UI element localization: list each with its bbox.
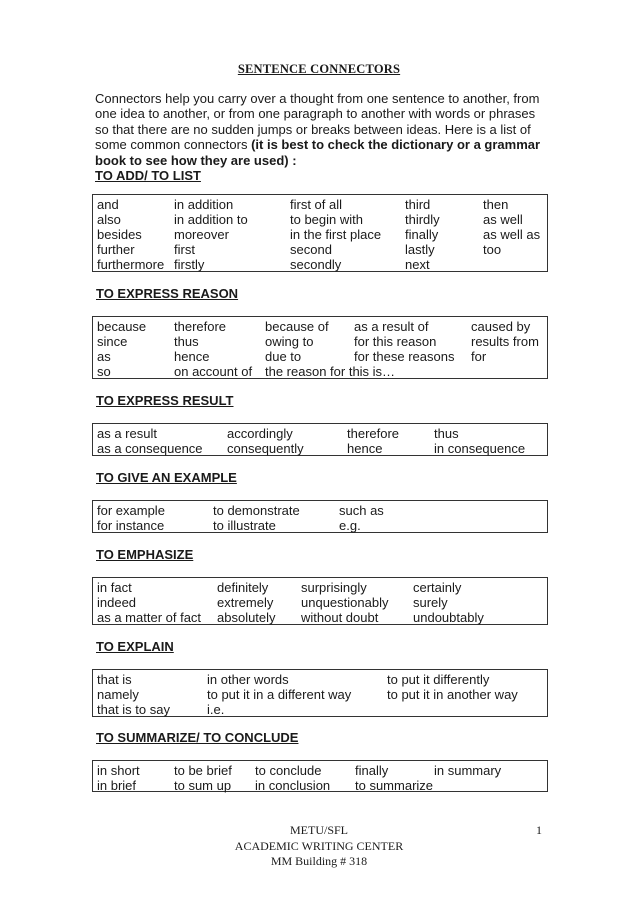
connector-term: surely bbox=[413, 595, 448, 610]
connector-term: to conclude bbox=[255, 763, 322, 778]
connector-term: third bbox=[405, 197, 431, 212]
connector-term: to summarize bbox=[355, 778, 434, 793]
connector-term: as a matter of fact bbox=[97, 610, 202, 625]
connector-term: therefore bbox=[174, 319, 227, 334]
connector-term: next bbox=[405, 257, 430, 272]
connector-term: results from bbox=[471, 334, 539, 349]
connector-term: second bbox=[290, 242, 332, 257]
connector-term: on account of bbox=[174, 364, 253, 379]
connector-term: to demonstrate bbox=[213, 503, 300, 518]
section-heading-emphasize: TO EMPHASIZE bbox=[96, 547, 194, 562]
footer-line-3: MM Building # 318 bbox=[270, 854, 368, 868]
connector-table-reason bbox=[92, 316, 548, 379]
connector-term: for these reasons bbox=[354, 349, 455, 364]
connector-term: to put it differently bbox=[387, 672, 490, 687]
connector-term: finally bbox=[355, 763, 389, 778]
page-footer bbox=[0, 823, 638, 870]
connector-term: absolutely bbox=[217, 610, 276, 625]
connector-term: without doubt bbox=[301, 610, 379, 625]
connector-term: then bbox=[483, 197, 509, 212]
connector-table-emphasize bbox=[92, 577, 548, 625]
footer-line-2: ACADEMIC WRITING CENTER bbox=[234, 838, 404, 853]
connector-term: so bbox=[97, 364, 111, 379]
connector-term: owing to bbox=[265, 334, 314, 349]
connector-term: hence bbox=[174, 349, 210, 364]
connector-term: thus bbox=[434, 426, 459, 441]
intro-paragraph bbox=[95, 91, 547, 183]
connector-term: for example bbox=[97, 503, 165, 518]
connector-term: consequently bbox=[227, 441, 304, 456]
connector-term: for this reason bbox=[354, 334, 437, 349]
connector-term: as a result bbox=[97, 426, 157, 441]
connector-table-summarize bbox=[92, 760, 548, 792]
connector-term: in other words bbox=[207, 672, 289, 687]
connector-term: i.e. bbox=[207, 702, 225, 717]
connector-term: as a consequence bbox=[97, 441, 203, 456]
connector-term: therefore bbox=[347, 426, 400, 441]
connector-term: hence bbox=[347, 441, 383, 456]
section-heading-reason: TO EXPRESS REASON bbox=[96, 286, 239, 301]
connector-term: for bbox=[471, 349, 487, 364]
connector-term: in summary bbox=[434, 763, 502, 778]
connector-term: in addition bbox=[174, 197, 234, 212]
connector-term: as a result of bbox=[354, 319, 429, 334]
connector-term: in conclusion bbox=[255, 778, 331, 793]
connector-term: in the first place bbox=[290, 227, 382, 242]
connector-table-result bbox=[92, 423, 548, 456]
connector-term: that is to say bbox=[97, 702, 170, 717]
connector-term: surprisingly bbox=[301, 580, 367, 595]
section-heading-explain: TO EXPLAIN bbox=[96, 639, 174, 654]
connector-term: caused by bbox=[471, 319, 531, 334]
connector-term: too bbox=[483, 242, 502, 257]
connector-term: to put it in another way bbox=[387, 687, 518, 702]
connector-term: that is bbox=[97, 672, 132, 687]
connector-term: in brief bbox=[97, 778, 137, 793]
footer-line-1: METU/SFL bbox=[289, 823, 348, 837]
connector-term: to sum up bbox=[174, 778, 232, 793]
section-heading-add: TO ADD/ TO LIST bbox=[95, 168, 201, 184]
connector-term: also bbox=[97, 212, 121, 227]
connector-term: secondly bbox=[290, 257, 342, 272]
connector-term: furthermore bbox=[97, 257, 165, 272]
connector-term: accordingly bbox=[227, 426, 293, 441]
connector-term: to put it in a different way bbox=[207, 687, 352, 702]
section-heading-example: TO GIVE AN EXAMPLE bbox=[96, 470, 237, 485]
section-heading-summarize: TO SUMMARIZE/ TO CONCLUDE bbox=[96, 730, 299, 745]
connector-term: such as bbox=[339, 503, 384, 518]
connector-term: as well as bbox=[483, 227, 541, 242]
connector-table-example bbox=[92, 500, 548, 533]
connector-term: since bbox=[97, 334, 128, 349]
connector-term: finally bbox=[405, 227, 439, 242]
connector-term: for instance bbox=[97, 518, 165, 533]
connector-term: first bbox=[174, 242, 195, 257]
connector-term: the reason for this is… bbox=[265, 364, 396, 379]
connector-term: to illustrate bbox=[213, 518, 276, 533]
connector-term: in consequence bbox=[434, 441, 526, 456]
section-heading-result: TO EXPRESS RESULT bbox=[96, 393, 234, 408]
connector-term: undoubtably bbox=[413, 610, 484, 625]
connector-term: certainly bbox=[413, 580, 462, 595]
connector-term: lastly bbox=[405, 242, 435, 257]
intro-text: Connectors help you carry over a thought from one sentence to another, from one idea to another, or from one paragraph to another with words or phrases so that there are no sudden jumps or breaks between ideas. Here is a list of some common connectors bbox=[95, 91, 540, 153]
connector-term: in fact bbox=[97, 580, 132, 595]
connector-term: unquestionably bbox=[301, 595, 389, 610]
connector-table-explain bbox=[92, 669, 548, 717]
connector-term: thirdly bbox=[405, 212, 440, 227]
connector-term: e.g. bbox=[339, 518, 361, 533]
connector-term: as well bbox=[483, 212, 523, 227]
connector-term: indeed bbox=[97, 595, 137, 610]
connector-term: first of all bbox=[290, 197, 343, 212]
connector-term: to begin with bbox=[290, 212, 363, 227]
page-number: 1 bbox=[536, 823, 542, 837]
connector-term: firstly bbox=[174, 257, 205, 272]
connector-term: because of bbox=[265, 319, 329, 334]
connector-term: further bbox=[97, 242, 135, 257]
connector-term: extremely bbox=[217, 595, 274, 610]
connector-term: as bbox=[97, 349, 111, 364]
connector-term: thus bbox=[174, 334, 199, 349]
connector-term: in addition to bbox=[174, 212, 248, 227]
connector-term: moreover bbox=[174, 227, 229, 242]
connector-term: besides bbox=[97, 227, 142, 242]
connector-term: due to bbox=[265, 349, 302, 364]
connector-table-add bbox=[92, 194, 548, 272]
connector-term: to be brief bbox=[174, 763, 232, 778]
connector-term: because bbox=[97, 319, 147, 334]
connector-term: definitely bbox=[217, 580, 269, 595]
connector-term: in short bbox=[97, 763, 140, 778]
connector-term: namely bbox=[97, 687, 139, 702]
page-title: SENTENCE CONNECTORS bbox=[237, 62, 401, 76]
connector-term: and bbox=[97, 197, 119, 212]
intro-bold-note: (it is best to check the dictionary or a grammar book to see how they are used) : bbox=[95, 137, 541, 168]
